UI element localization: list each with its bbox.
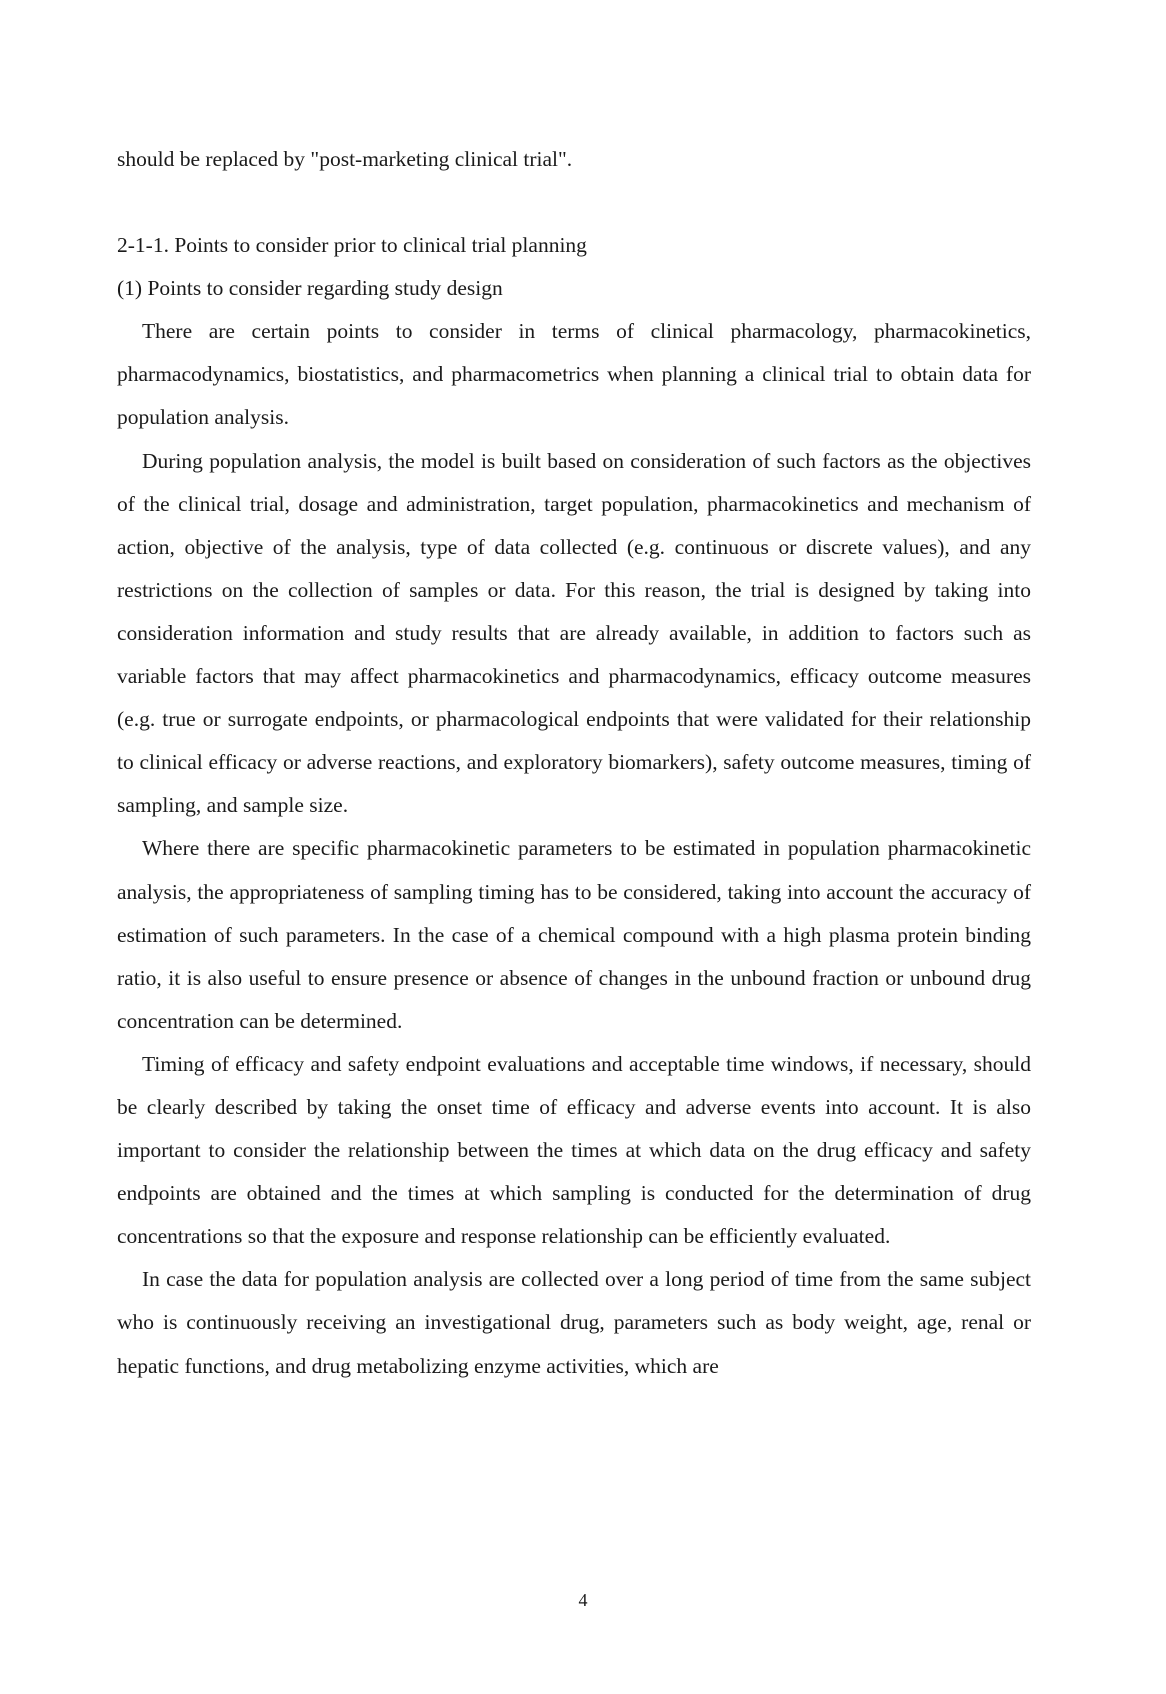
paragraph-1: There are certain points to consider in terms of clinical pharmacology, pharmacokinetics, pharmacodynamics, biostatistics, and pharmacometrics when planning a clinical trial to obtain data for population analysis. — [117, 319, 1031, 430]
paragraph-2: During population analysis, the model is built based on consideration of such factors as the objectives of the clinical trial, dosage and administration, target population, pharmacokinetics and mechanism of action, objective of the analysis, type of data collected (e.g. continuous or discrete values), and any restrictions on the collection of samples or data. For this reason, the trial is designed by taking into consideration information and study results that are already available, in addition to factors such as variable factors that may affect pharmacokinetics and pharmacodynamics, efficacy outcome measures (e.g. true or surrogate endpoints, or pharmacological endpoints that were validated for their relationship to clinical efficacy or adverse reactions, and exploratory biomarkers), safety outcome measures, timing of sampling, and sample size. — [117, 448, 1031, 818]
paragraph-4: Timing of efficacy and safety endpoint evaluations and acceptable time windows, if necessary, should be clearly described by taking the onset time of efficacy and adverse events into account. It is also important to consider the relationship between the times at which data on the drug efficacy and safety endpoints are obtained and the times at which sampling is conducted for the determination of drug concentrations so that the exposure and response relationship can be efficiently evaluated. — [117, 1051, 1031, 1249]
paragraph-3: Where there are specific pharmacokinetic parameters to be estimated in population pharmacokinetic analysis, the appropriateness of sampling timing has to be considered, taking into account the accuracy of estimation of such parameters. In the case of a chemical compound with a high plasma protein binding ratio, it is also useful to ensure presence or absence of changes in the unbound fraction or unbound drug concentration can be determined. — [117, 836, 1031, 1033]
page-number: 4 — [578, 1590, 588, 1610]
subsection-heading: (1) Points to consider regarding study design — [117, 276, 503, 301]
intro-line: should be replaced by "post-marketing clinical trial". — [117, 147, 573, 171]
section-heading: 2-1-1. Points to consider prior to clinical trial planning — [117, 233, 587, 258]
body-text — [117, 138, 1031, 1388]
paragraph-5: In case the data for population analysis are collected over a long period of time from the same subject who is continuously receiving an investigational drug, parameters such as body weight, age, renal or hepatic functions, and drug metabolizing enzyme activities, which are — [117, 1267, 1031, 1378]
